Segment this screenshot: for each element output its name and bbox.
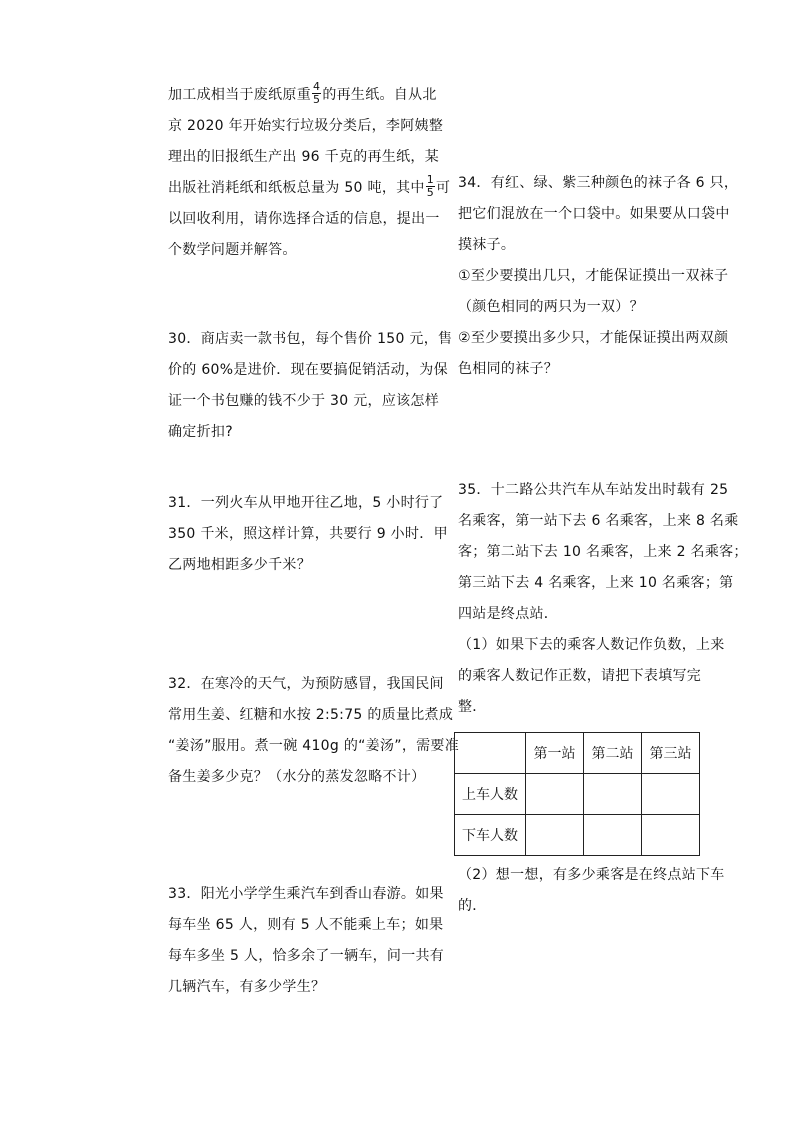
text-line: 出版社消耗纸和纸板总量为 50 吨，其中 $\frac{1}{5}$ 可 bbox=[168, 172, 451, 199]
text-line: 第三站下去 4 名乘客，上来 10 名乘客；第 bbox=[458, 575, 734, 591]
table-cell[interactable] bbox=[526, 815, 584, 856]
fraction-one-fifth: $\frac{1}{5}$ bbox=[426, 172, 435, 199]
text-line: 每车坐 65 人，则有 5 人不能乘上车；如果 bbox=[168, 917, 444, 933]
text-line: 价的 60%是进价．现在要搞促销活动，为保 bbox=[168, 362, 448, 378]
table-cell[interactable] bbox=[526, 774, 584, 815]
spacer bbox=[458, 385, 733, 475]
spacer bbox=[168, 793, 436, 879]
question-34 bbox=[458, 168, 739, 385]
spacer bbox=[168, 266, 436, 324]
text-line: 证一个书包赚的钱不少于 30 元，应该怎样 bbox=[168, 393, 440, 409]
text-line: 每车多坐 5 人，恰多余了一辆车，问一共有 bbox=[168, 948, 445, 964]
question-30 bbox=[168, 324, 453, 448]
text-line: 31．一列火车从甲地开往乙地，5 小时行了 bbox=[168, 495, 444, 511]
text-line: 把它们混放在一个口袋中。如果要从口袋中 bbox=[458, 206, 730, 222]
text-line: （2）想一想，有多少乘客是在终点站下车 bbox=[458, 867, 725, 883]
text-line: 30．商店卖一款书包，每个售价 150 元，售 bbox=[168, 331, 453, 347]
right-column bbox=[458, 168, 748, 723]
text-line: “姜汤”服用。煮一碗 410g 的“姜汤”，需要准 bbox=[168, 738, 460, 754]
question-32 bbox=[168, 669, 460, 793]
text-line: 京 2020 年开始实行垃圾分类后，李阿姨整 bbox=[168, 118, 444, 134]
text-line: 理出的旧报纸生产出 96 千克的再生纸，某 bbox=[168, 149, 440, 165]
table-cell[interactable] bbox=[642, 774, 700, 815]
table-header-cell: 第三站 bbox=[642, 733, 700, 774]
question-31 bbox=[168, 488, 448, 581]
text-line: 色相同的袜子？ bbox=[458, 361, 559, 377]
table-cell[interactable] bbox=[642, 815, 700, 856]
table-header-cell bbox=[455, 733, 526, 774]
row-label: 下车人数 bbox=[455, 815, 526, 856]
text-line: 个数学问题并解答。 bbox=[168, 242, 297, 258]
text-line: ①至少要摸出几只，才能保证摸出一双袜子 bbox=[458, 268, 729, 284]
table-cell[interactable] bbox=[584, 774, 642, 815]
text-line: ②至少要摸出多少只，才能保证摸出两双颜 bbox=[458, 330, 729, 346]
left-column bbox=[168, 79, 460, 1003]
text-line: 以回收利用，请你选择合适的信息，提出一 bbox=[168, 211, 440, 227]
text-line: 的． bbox=[458, 898, 487, 914]
text-line: 备生姜多少克？（水分的蒸发忽略不计） bbox=[168, 769, 426, 785]
question-35-part-2 bbox=[458, 860, 733, 922]
table-row bbox=[455, 774, 700, 815]
question-35 bbox=[458, 475, 748, 723]
text-line: 几辆汽车，有多少学生？ bbox=[168, 979, 326, 995]
intro-problem bbox=[168, 79, 451, 266]
text-line: 34．有红、绿、紫三种颜色的袜子各 6 只， bbox=[458, 175, 739, 191]
text-line: 四站是终点站． bbox=[458, 606, 559, 622]
text-line: 的乘客人数记作正数，请把下表填写完 bbox=[458, 668, 702, 684]
text-line: 32．在寒冷的天气，为预防感冒，我国民间 bbox=[168, 676, 444, 692]
text-line: 33．阳光小学学生乘汽车到香山春游。如果 bbox=[168, 886, 444, 902]
text-line: （1）如果下去的乘客人数记作负数，上来 bbox=[458, 637, 725, 653]
text-line: 整． bbox=[458, 699, 487, 715]
text-line: 乙两地相距多少千米？ bbox=[168, 557, 311, 573]
text-line: 确定折扣? bbox=[168, 424, 233, 440]
text-line: 名乘客，第一站下去 6 名乘客，上来 8 名乘 bbox=[458, 513, 739, 529]
table-header-cell: 第二站 bbox=[584, 733, 642, 774]
table-cell[interactable] bbox=[584, 815, 642, 856]
text-line: 加工成相当于废纸原重 $\frac{4}{5}$ 的再生纸。自从北 bbox=[168, 79, 437, 106]
fraction-four-fifths: $\frac{4}{5}$ bbox=[313, 79, 321, 106]
spacer bbox=[168, 448, 436, 488]
spacer bbox=[168, 581, 436, 669]
text-line: 常用生姜、红糖和水按 2:5:75 的质量比煮成 bbox=[168, 707, 454, 723]
table-header-row bbox=[455, 733, 700, 774]
text-line: 35．十二路公共汽车从车站发出时载有 25 bbox=[458, 482, 729, 498]
passenger-table bbox=[454, 732, 700, 856]
text-line: 客；第二站下去 10 名乘客，上来 2 名乘客； bbox=[458, 544, 748, 560]
text-line: 350 千米，照这样计算，共要行 9 小时．甲 bbox=[168, 526, 448, 542]
table-row bbox=[455, 815, 700, 856]
question-33 bbox=[168, 879, 445, 1003]
table-header-cell: 第一站 bbox=[526, 733, 584, 774]
text-line: （颜色相同的两只为一双）？ bbox=[458, 299, 644, 315]
text-line: 摸袜子。 bbox=[458, 237, 516, 253]
row-label: 上车人数 bbox=[455, 774, 526, 815]
